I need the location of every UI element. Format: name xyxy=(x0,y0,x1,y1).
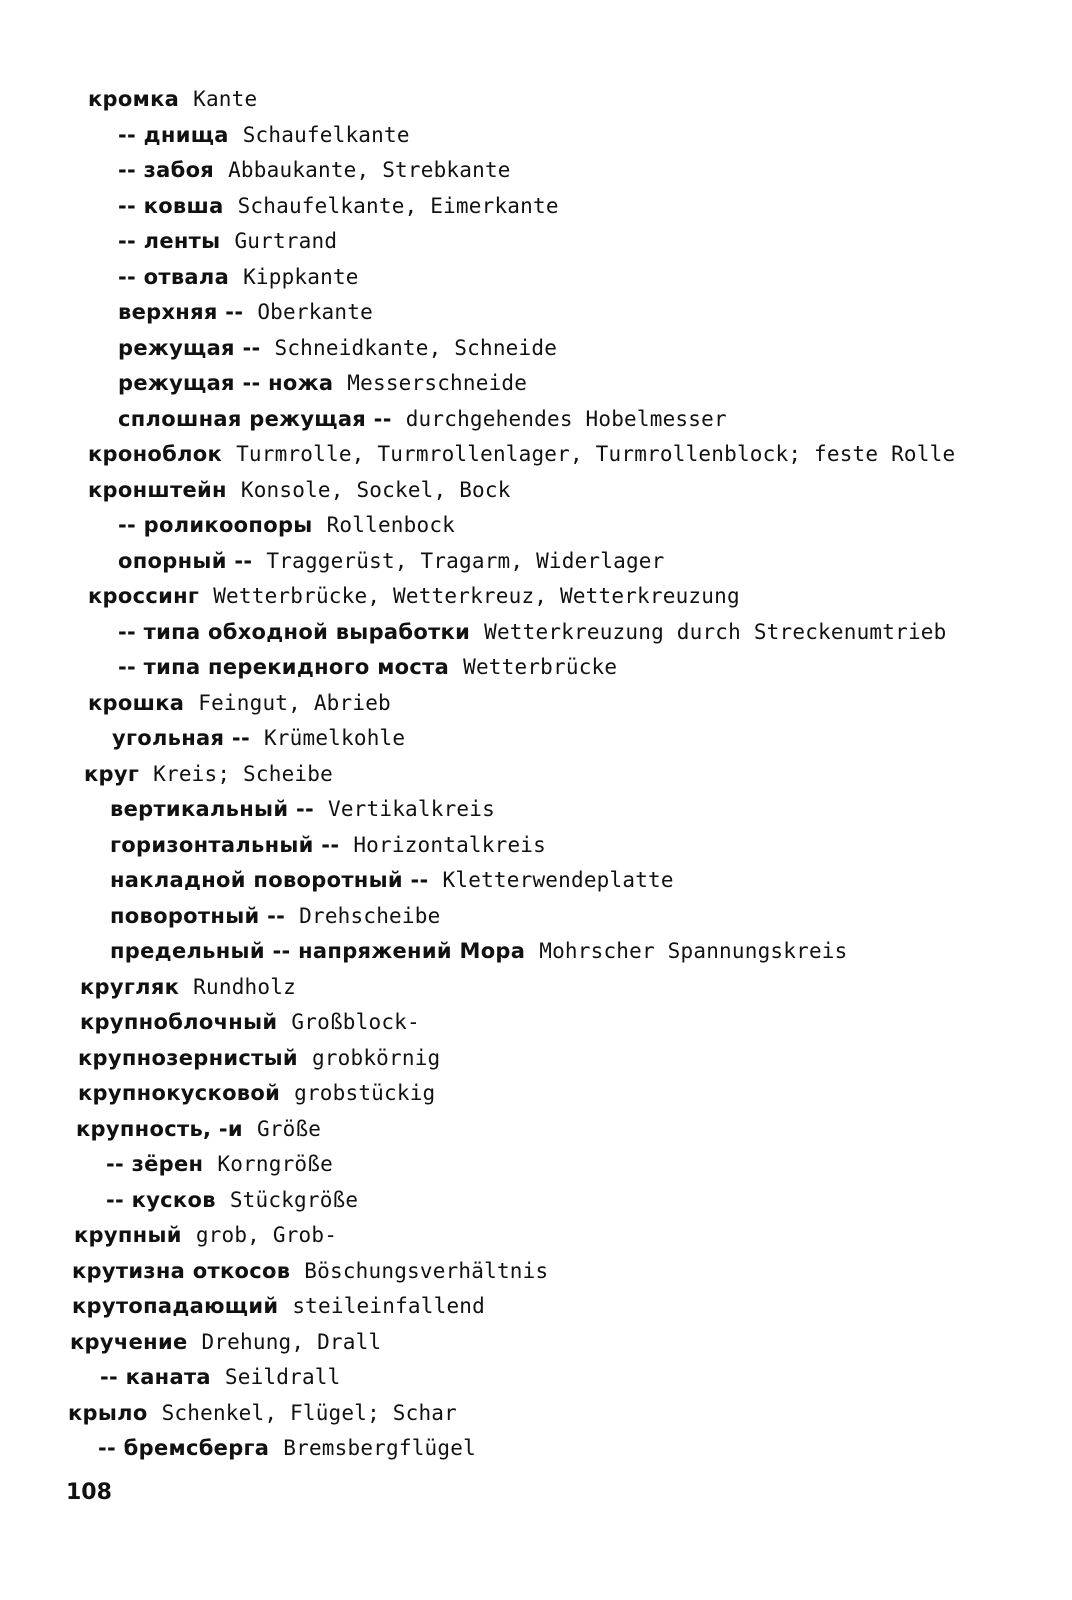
dictionary-entry xyxy=(0,721,1072,757)
german-translation: Korngröße xyxy=(217,1152,333,1176)
russian-term: вертикальный -- xyxy=(110,797,314,821)
dictionary-entry xyxy=(0,615,1072,651)
dictionary-entry xyxy=(0,189,1072,225)
dictionary-entry xyxy=(0,437,1072,473)
german-translation: Drehscheibe xyxy=(299,903,441,928)
german-translation: Feingut, Abrieb xyxy=(198,690,391,715)
dictionary-entry xyxy=(0,1005,1072,1041)
dictionary-entry xyxy=(0,650,1072,686)
russian-term: крутизна откосов xyxy=(72,1258,291,1283)
german-translation: Horizontalkreis xyxy=(353,832,546,857)
russian-term: -- днища xyxy=(118,122,229,147)
dictionary-entry xyxy=(0,1254,1072,1290)
russian-term: кручение xyxy=(70,1329,188,1354)
german-translation: Konsole, Sockel, Bock xyxy=(240,477,511,502)
russian-term: крупноблочный xyxy=(80,1010,278,1034)
german-translation: Rollenbock xyxy=(326,513,456,537)
german-translation: Wetterbrücke, Wetterkreuz, Wetterkreuzung xyxy=(213,584,740,608)
german-translation: Drehung, Drall xyxy=(201,1329,382,1354)
german-translation: steileinfallend xyxy=(292,1294,485,1318)
russian-term: круг xyxy=(84,761,140,786)
russian-term: верхняя -- xyxy=(118,300,244,324)
russian-term: накладной поворотный -- xyxy=(110,868,429,892)
german-translation: Schenkel, Flügel; Schar xyxy=(161,1400,457,1425)
german-translation: Traggerüst, Tragarm, Widerlager xyxy=(266,548,665,573)
german-translation: grob, Grob- xyxy=(195,1223,338,1247)
german-translation: Bremsbergflügel xyxy=(283,1436,476,1460)
dictionary-entry xyxy=(0,118,1072,154)
german-translation: grobstückig xyxy=(294,1081,436,1105)
russian-term: -- ленты xyxy=(118,229,221,253)
russian-term: -- каната xyxy=(100,1365,211,1389)
dictionary-entry xyxy=(0,1325,1072,1361)
german-translation: durchgehendes Hobelmesser xyxy=(405,406,727,431)
russian-term: крупнокусковой xyxy=(78,1081,281,1105)
german-translation: Großblock- xyxy=(291,1010,420,1034)
german-translation: Schneidkante, Schneide xyxy=(274,335,558,360)
russian-term: -- бремсберга xyxy=(98,1436,270,1460)
german-translation: Oberkante xyxy=(257,300,373,324)
german-translation: Messerschneide xyxy=(347,371,528,395)
dictionary-entry xyxy=(0,1147,1072,1183)
dictionary-entry xyxy=(0,473,1072,509)
russian-term: поворотный -- xyxy=(110,903,286,928)
russian-term: -- забоя xyxy=(118,158,215,182)
german-translation: Vertikalkreis xyxy=(328,797,495,821)
dictionary-entry xyxy=(0,792,1072,828)
russian-term: опорный -- xyxy=(118,548,253,573)
russian-term: крупность, -и xyxy=(76,1116,243,1141)
dictionary-entry xyxy=(0,295,1072,331)
russian-term: сплошная режущая -- xyxy=(118,406,392,431)
russian-term: -- типа обходной выработки xyxy=(118,619,471,644)
dictionary-entry xyxy=(0,366,1072,402)
dictionary-entry xyxy=(0,1396,1072,1432)
page-number: 108 xyxy=(66,1480,112,1505)
russian-term: крутопадающий xyxy=(72,1294,279,1318)
russian-term: -- отвала xyxy=(118,264,230,289)
german-translation: Größe xyxy=(256,1116,322,1141)
german-translation: Krümelkohle xyxy=(263,726,406,750)
german-translation: Wetterkreuzung durch Streckenumtrieb xyxy=(484,619,947,644)
german-translation: Rundholz xyxy=(193,974,296,999)
dictionary-entry xyxy=(0,1218,1072,1254)
dictionary-entry xyxy=(0,508,1072,544)
russian-term: крыло xyxy=(68,1400,148,1425)
russian-term: -- зёрен xyxy=(106,1152,204,1176)
russian-term: предельный -- напряжений Мора xyxy=(110,939,526,963)
dictionary-entry xyxy=(0,686,1072,722)
dictionary-entry xyxy=(0,899,1072,935)
dictionary-entry xyxy=(0,828,1072,864)
russian-term: крупный xyxy=(74,1223,182,1247)
dictionary-entry xyxy=(0,1076,1072,1112)
german-translation: Wetterbrücke xyxy=(463,655,618,679)
dictionary-entry xyxy=(0,1112,1072,1148)
dictionary-entry xyxy=(0,82,1072,118)
german-translation: Schaufelkante xyxy=(242,122,410,147)
dictionary-entry xyxy=(0,544,1072,580)
dictionary-entry xyxy=(0,579,1072,615)
german-translation: Turmrolle, Turmrollenlager, Turmrollenblock; feste Rolle xyxy=(236,442,956,466)
russian-term: кронштейн xyxy=(88,477,227,502)
russian-term: -- кусков xyxy=(106,1187,216,1212)
german-translation: grobkörnig xyxy=(311,1045,441,1070)
russian-term: режущая -- ножа xyxy=(118,371,334,395)
dictionary-entry xyxy=(0,1183,1072,1219)
dictionary-entry xyxy=(0,1431,1072,1467)
german-translation: Abbaukante, Strebkante xyxy=(228,158,511,182)
dictionary-entry xyxy=(0,260,1072,296)
dictionary-entry xyxy=(0,970,1072,1006)
german-translation: Kletterwendeplatte xyxy=(442,868,674,892)
german-translation: Schaufelkante, Eimerkante xyxy=(237,193,559,218)
russian-term: -- ковша xyxy=(118,193,224,218)
german-translation: Kreis; Scheibe xyxy=(153,761,333,786)
russian-term: кроссинг xyxy=(88,584,200,608)
dictionary-entry xyxy=(0,1041,1072,1077)
russian-term: угольная -- xyxy=(112,726,250,750)
russian-term: -- типа перекидного моста xyxy=(118,655,450,679)
russian-term: крупнозернистый xyxy=(78,1045,298,1070)
dictionary-entry xyxy=(0,153,1072,189)
german-translation: Kante xyxy=(193,87,258,111)
russian-term: -- роликоопоры xyxy=(118,513,313,537)
dictionary-entry xyxy=(0,934,1072,970)
german-translation: Mohrscher Spannungskreis xyxy=(539,939,848,963)
dictionary-entry xyxy=(0,1289,1072,1325)
russian-term: кроноблок xyxy=(88,442,223,466)
dictionary-entry xyxy=(0,331,1072,367)
german-translation: Seildrall xyxy=(224,1365,341,1389)
dictionary-entry xyxy=(0,224,1072,260)
russian-term: кругляк xyxy=(80,974,180,999)
russian-term: кромка xyxy=(88,87,180,111)
russian-term: крошка xyxy=(88,690,185,715)
dictionary-entry xyxy=(0,863,1072,899)
german-translation: Stückgröße xyxy=(229,1187,359,1212)
german-translation: Böschungsverhältnis xyxy=(304,1258,549,1283)
entry-list xyxy=(0,82,1072,1467)
russian-term: режущая -- xyxy=(118,335,261,360)
german-translation: Kippkante xyxy=(243,264,359,289)
russian-term: горизонтальный -- xyxy=(110,832,340,857)
dictionary-entry xyxy=(0,402,1072,438)
dictionary-entry xyxy=(0,757,1072,793)
german-translation: Gurtrand xyxy=(234,229,338,253)
dictionary-entry xyxy=(0,1360,1072,1396)
